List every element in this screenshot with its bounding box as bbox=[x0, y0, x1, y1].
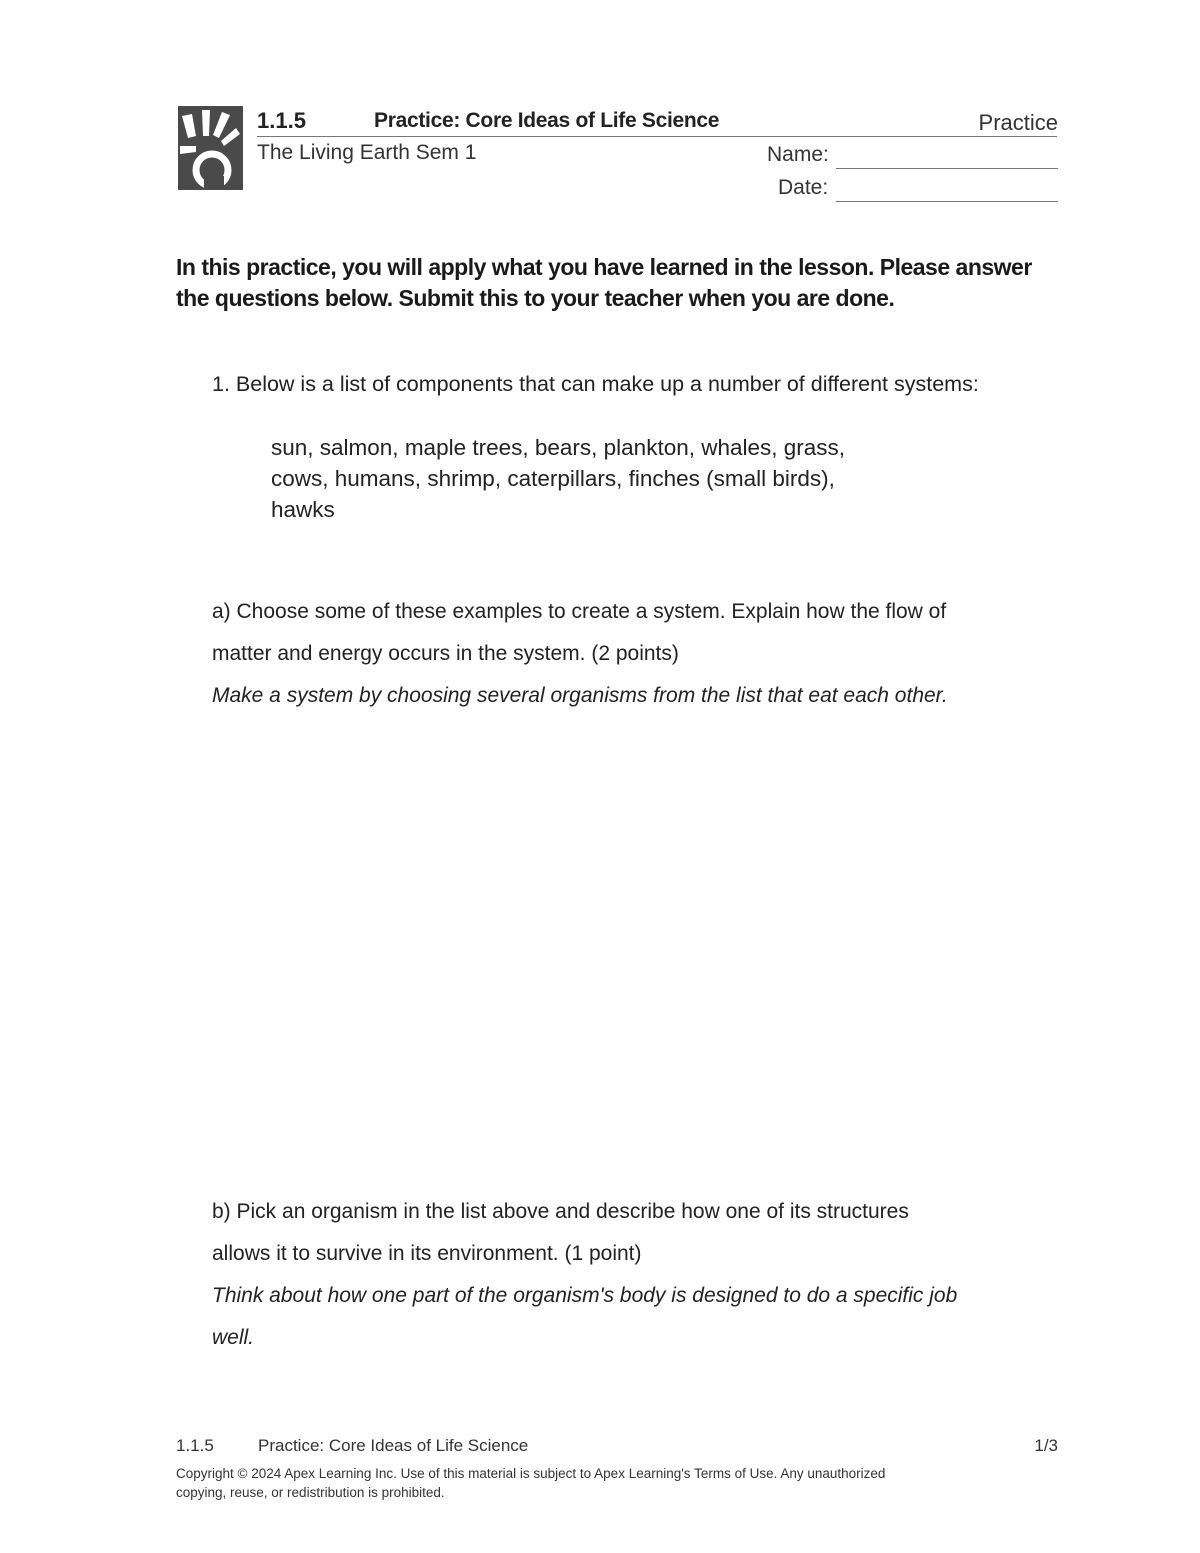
date-field[interactable] bbox=[836, 201, 1058, 202]
copyright-line: copying, reuse, or redistribution is prohibited. bbox=[176, 1485, 445, 1500]
components-line: sun, salmon, maple trees, bears, plankton, whales, grass, bbox=[271, 435, 846, 460]
question-part-b bbox=[212, 1191, 1062, 1359]
part-a-prompt-line: matter and energy occurs in the system. (2 points) bbox=[212, 642, 679, 665]
lesson-title: Practice: Core Ideas of Life Science bbox=[374, 109, 720, 132]
copyright-line: Copyright © 2024 Apex Learning Inc. Use of this material is subject to Apex Learning's Terms of Use. Any unauthorized bbox=[176, 1466, 886, 1481]
lesson-number: 1.1.5 bbox=[257, 108, 306, 133]
question-part-a bbox=[212, 591, 1052, 717]
date-label: Date: bbox=[778, 176, 829, 199]
part-a-prompt-line: a) Choose some of these examples to create a system. Explain how the flow of bbox=[212, 600, 947, 623]
components-line: cows, humans, shrimp, caterpillars, finches (small birds), bbox=[271, 466, 835, 491]
components-line: hawks bbox=[271, 497, 335, 522]
footer-lesson-number: 1.1.5 bbox=[176, 1436, 214, 1455]
page-number: 1/3 bbox=[1034, 1436, 1058, 1455]
course-name: The Living Earth Sem 1 bbox=[257, 141, 477, 164]
footer-lesson-title: Practice: Core Ideas of Life Science bbox=[258, 1436, 529, 1455]
part-a-hint: Make a system by choosing several organisms from the list that eat each other. bbox=[212, 684, 948, 707]
components-list bbox=[271, 432, 971, 525]
lesson-type-label: Practice bbox=[978, 110, 1058, 135]
name-field[interactable] bbox=[836, 168, 1058, 169]
question-1-prompt: 1. Below is a list of components that can make up a number of different systems: bbox=[212, 372, 979, 396]
part-b-hint-line: Think about how one part of the organism's body is designed to do a specific job bbox=[212, 1284, 958, 1307]
part-b-prompt-line: allows it to survive in its environment. (1 point) bbox=[212, 1242, 642, 1265]
instructions: In this practice, you will apply what you have learned in the lesson. Please answer the questions below. Submit this to your teacher when you are done. bbox=[176, 254, 1032, 311]
header-divider bbox=[257, 136, 1057, 137]
part-b-prompt-line: b) Pick an organism in the list above and describe how one of its structures bbox=[212, 1200, 909, 1223]
apex-learning-logo-icon bbox=[178, 106, 243, 190]
name-label: Name: bbox=[767, 143, 829, 166]
part-b-hint-line: well. bbox=[212, 1326, 255, 1349]
copyright-notice bbox=[176, 1464, 1026, 1502]
part-a-answer-area[interactable] bbox=[212, 715, 1058, 1175]
